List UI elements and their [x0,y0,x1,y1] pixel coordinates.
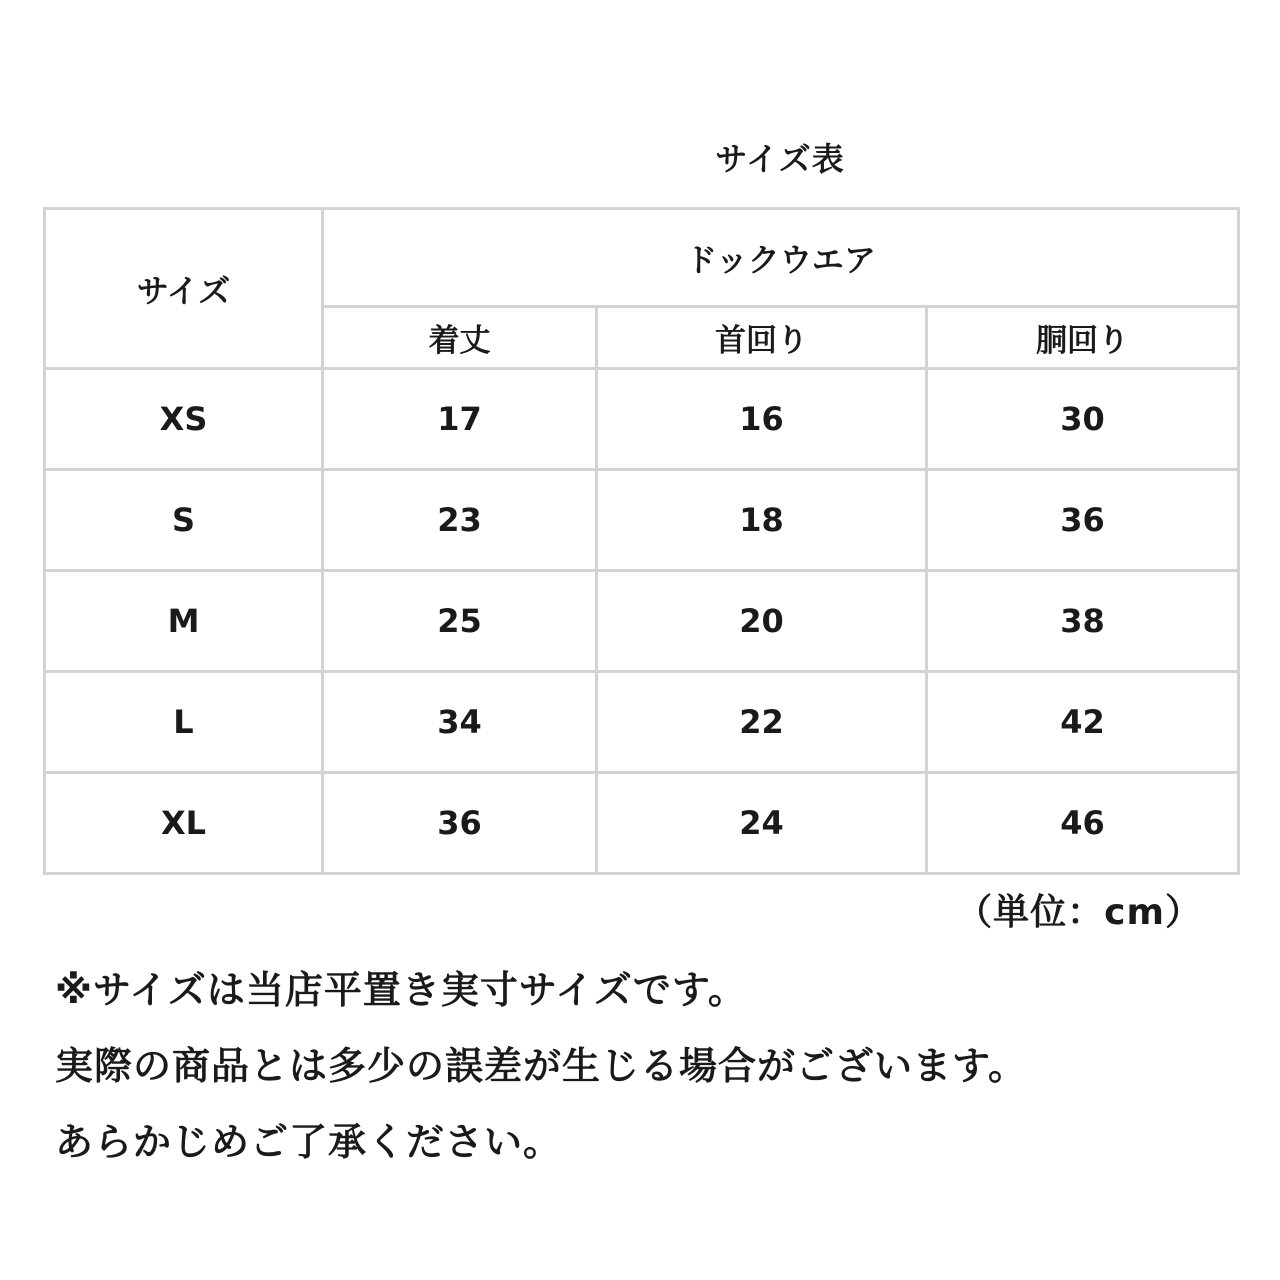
length-value: 34 [323,672,597,773]
size-column-header: サイズ [45,209,323,369]
table-row [45,672,1239,773]
chest-value: 42 [927,672,1239,773]
size-label: M [45,571,323,672]
notes [55,960,1235,1188]
length-value: 36 [323,773,597,874]
neck-value: 16 [597,369,927,470]
neck-value: 24 [597,773,927,874]
size-label: XL [45,773,323,874]
size-label: S [45,470,323,571]
table-row [45,369,1239,470]
note-line: 実際の商品とは多少の誤差が生じる場合がございます。 [55,1044,1027,1088]
table-row [45,571,1239,672]
chest-value: 30 [927,369,1239,470]
chest-value: 36 [927,470,1239,571]
table-header-row [45,209,1239,307]
chest-value: 46 [927,773,1239,874]
note-line: あらかじめご了承ください。 [55,1120,563,1164]
chest-value: 38 [927,571,1239,672]
column-header-length: 着丈 [323,307,597,369]
size-table [43,207,1240,875]
size-label: XS [45,369,323,470]
unit-label: （単位：cm） [956,892,1202,933]
table-row [45,470,1239,571]
page-title: サイズ表 [715,140,845,178]
note-line: ※サイズは当店平置き実寸サイズです。 [55,968,747,1012]
length-value: 23 [323,470,597,571]
size-label: L [45,672,323,773]
dogwear-group-header: ドックウエア [323,209,1239,307]
table-row [45,773,1239,874]
neck-value: 22 [597,672,927,773]
length-value: 17 [323,369,597,470]
neck-value: 18 [597,470,927,571]
neck-value: 20 [597,571,927,672]
column-header-chest: 胴回り [927,307,1239,369]
column-header-neck: 首回り [597,307,927,369]
length-value: 25 [323,571,597,672]
